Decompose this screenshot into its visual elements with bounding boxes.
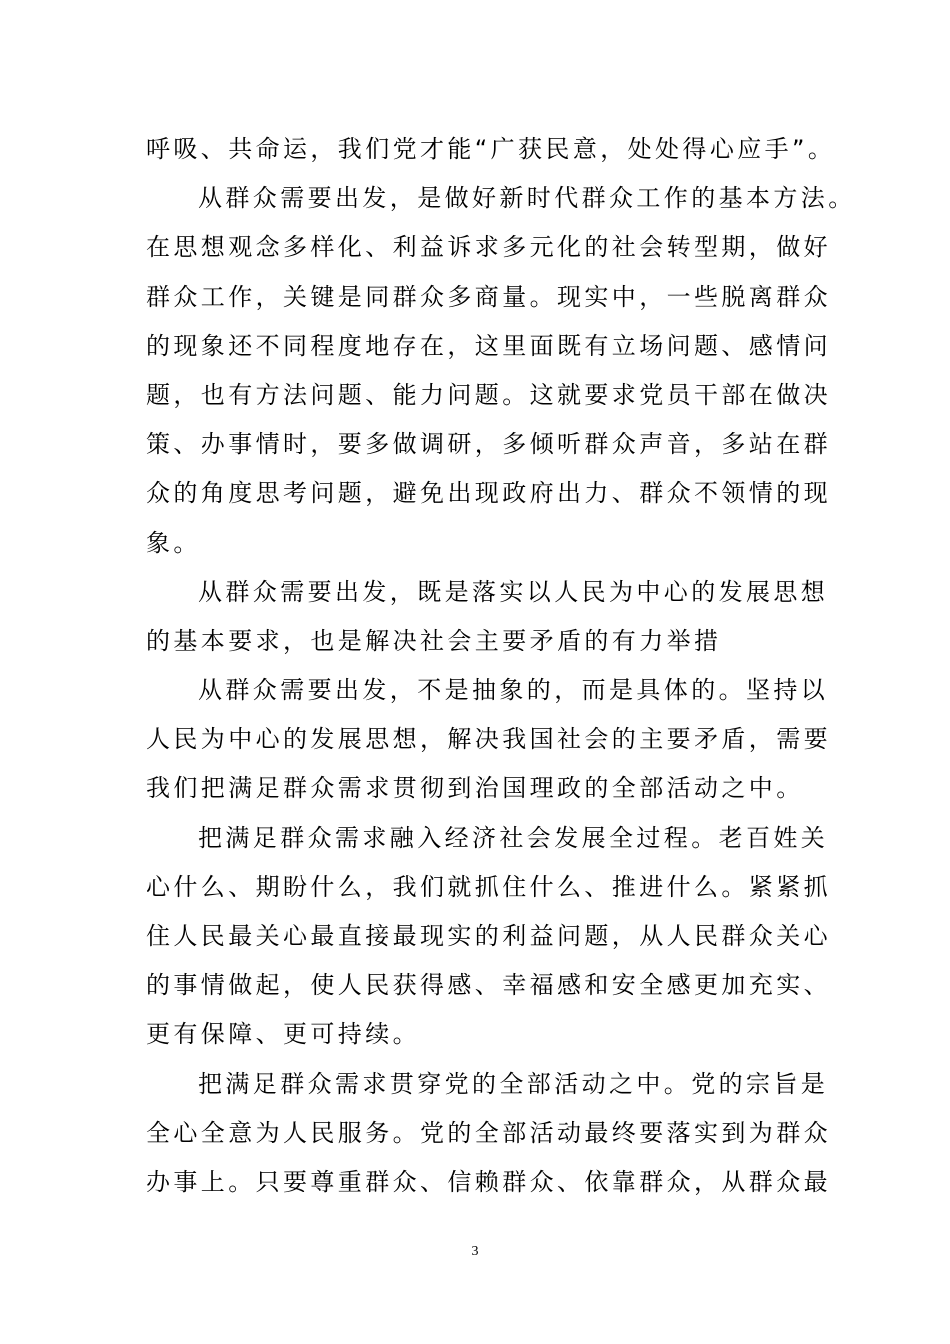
text-line-14: 我们把满足群众需求贯彻到治国理政的全部活动之中。 (146, 774, 804, 803)
text-line-19: 更有保障、更可持续。 (146, 1020, 420, 1049)
text-line-13: 人民为中心的发展思想，解决我国社会的主要矛盾，需要 (146, 725, 831, 754)
text-line-18: 的事情做起，使人民获得感、幸福感和安全感更加充实、 (146, 971, 831, 1000)
text-line-22: 办事上。只要尊重群众、信赖群众、依靠群众，从群众最 (146, 1167, 831, 1196)
text-line-17: 住人民最关心最直接最现实的利益问题，从人民群众关心 (146, 922, 831, 950)
text-line-20: 把满足群众需求贯穿党的全部活动之中。党的宗旨是 (198, 1069, 829, 1098)
text-line-1: 呼吸、共命运，我们党才能“广获民意，处处得心应手”。 (146, 135, 836, 163)
text-line-10: 从群众需要出发，既是落实以人民为中心的发展思想 (198, 577, 829, 606)
text-line-9: 象。 (146, 528, 201, 557)
page-number: 3 (471, 1244, 479, 1259)
text-line-21: 全心全意为人民服务。党的全部活动最终要落实到为群众 (146, 1118, 831, 1147)
text-line-6: 题，也有方法问题、能力问题。这就要求党员干部在做决 (146, 380, 831, 409)
text-line-4: 群众工作，关键是同群众多商量。现实中，一些脱离群众 (146, 282, 831, 311)
text-line-2: 从群众需要出发，是做好新时代群众工作的基本方法。 (198, 184, 856, 213)
text-line-8: 众的角度思考问题，避免出现政府出力、群众不领情的现 (146, 479, 831, 508)
text-line-15: 把满足群众需求融入经济社会发展全过程。老百姓关 (198, 823, 829, 852)
text-line-5: 的现象还不同程度地存在，这里面既有立场问题、感情问 (146, 331, 831, 360)
text-line-16: 心什么、期盼什么，我们就抓住什么、推进什么。紧紧抓 (146, 872, 831, 901)
text-line-3: 在思想观念多样化、利益诉求多元化的社会转型期，做好 (146, 233, 831, 262)
text-line-11: 的基本要求，也是解决社会主要矛盾的有力举措 (146, 626, 722, 655)
body-text (146, 125, 856, 1207)
text-line-7: 策、办事情时，要多做调研，多倾听群众声音，多站在群 (146, 430, 831, 459)
text-line-12: 从群众需要出发，不是抽象的，而是具体的。坚持以 (198, 676, 829, 705)
